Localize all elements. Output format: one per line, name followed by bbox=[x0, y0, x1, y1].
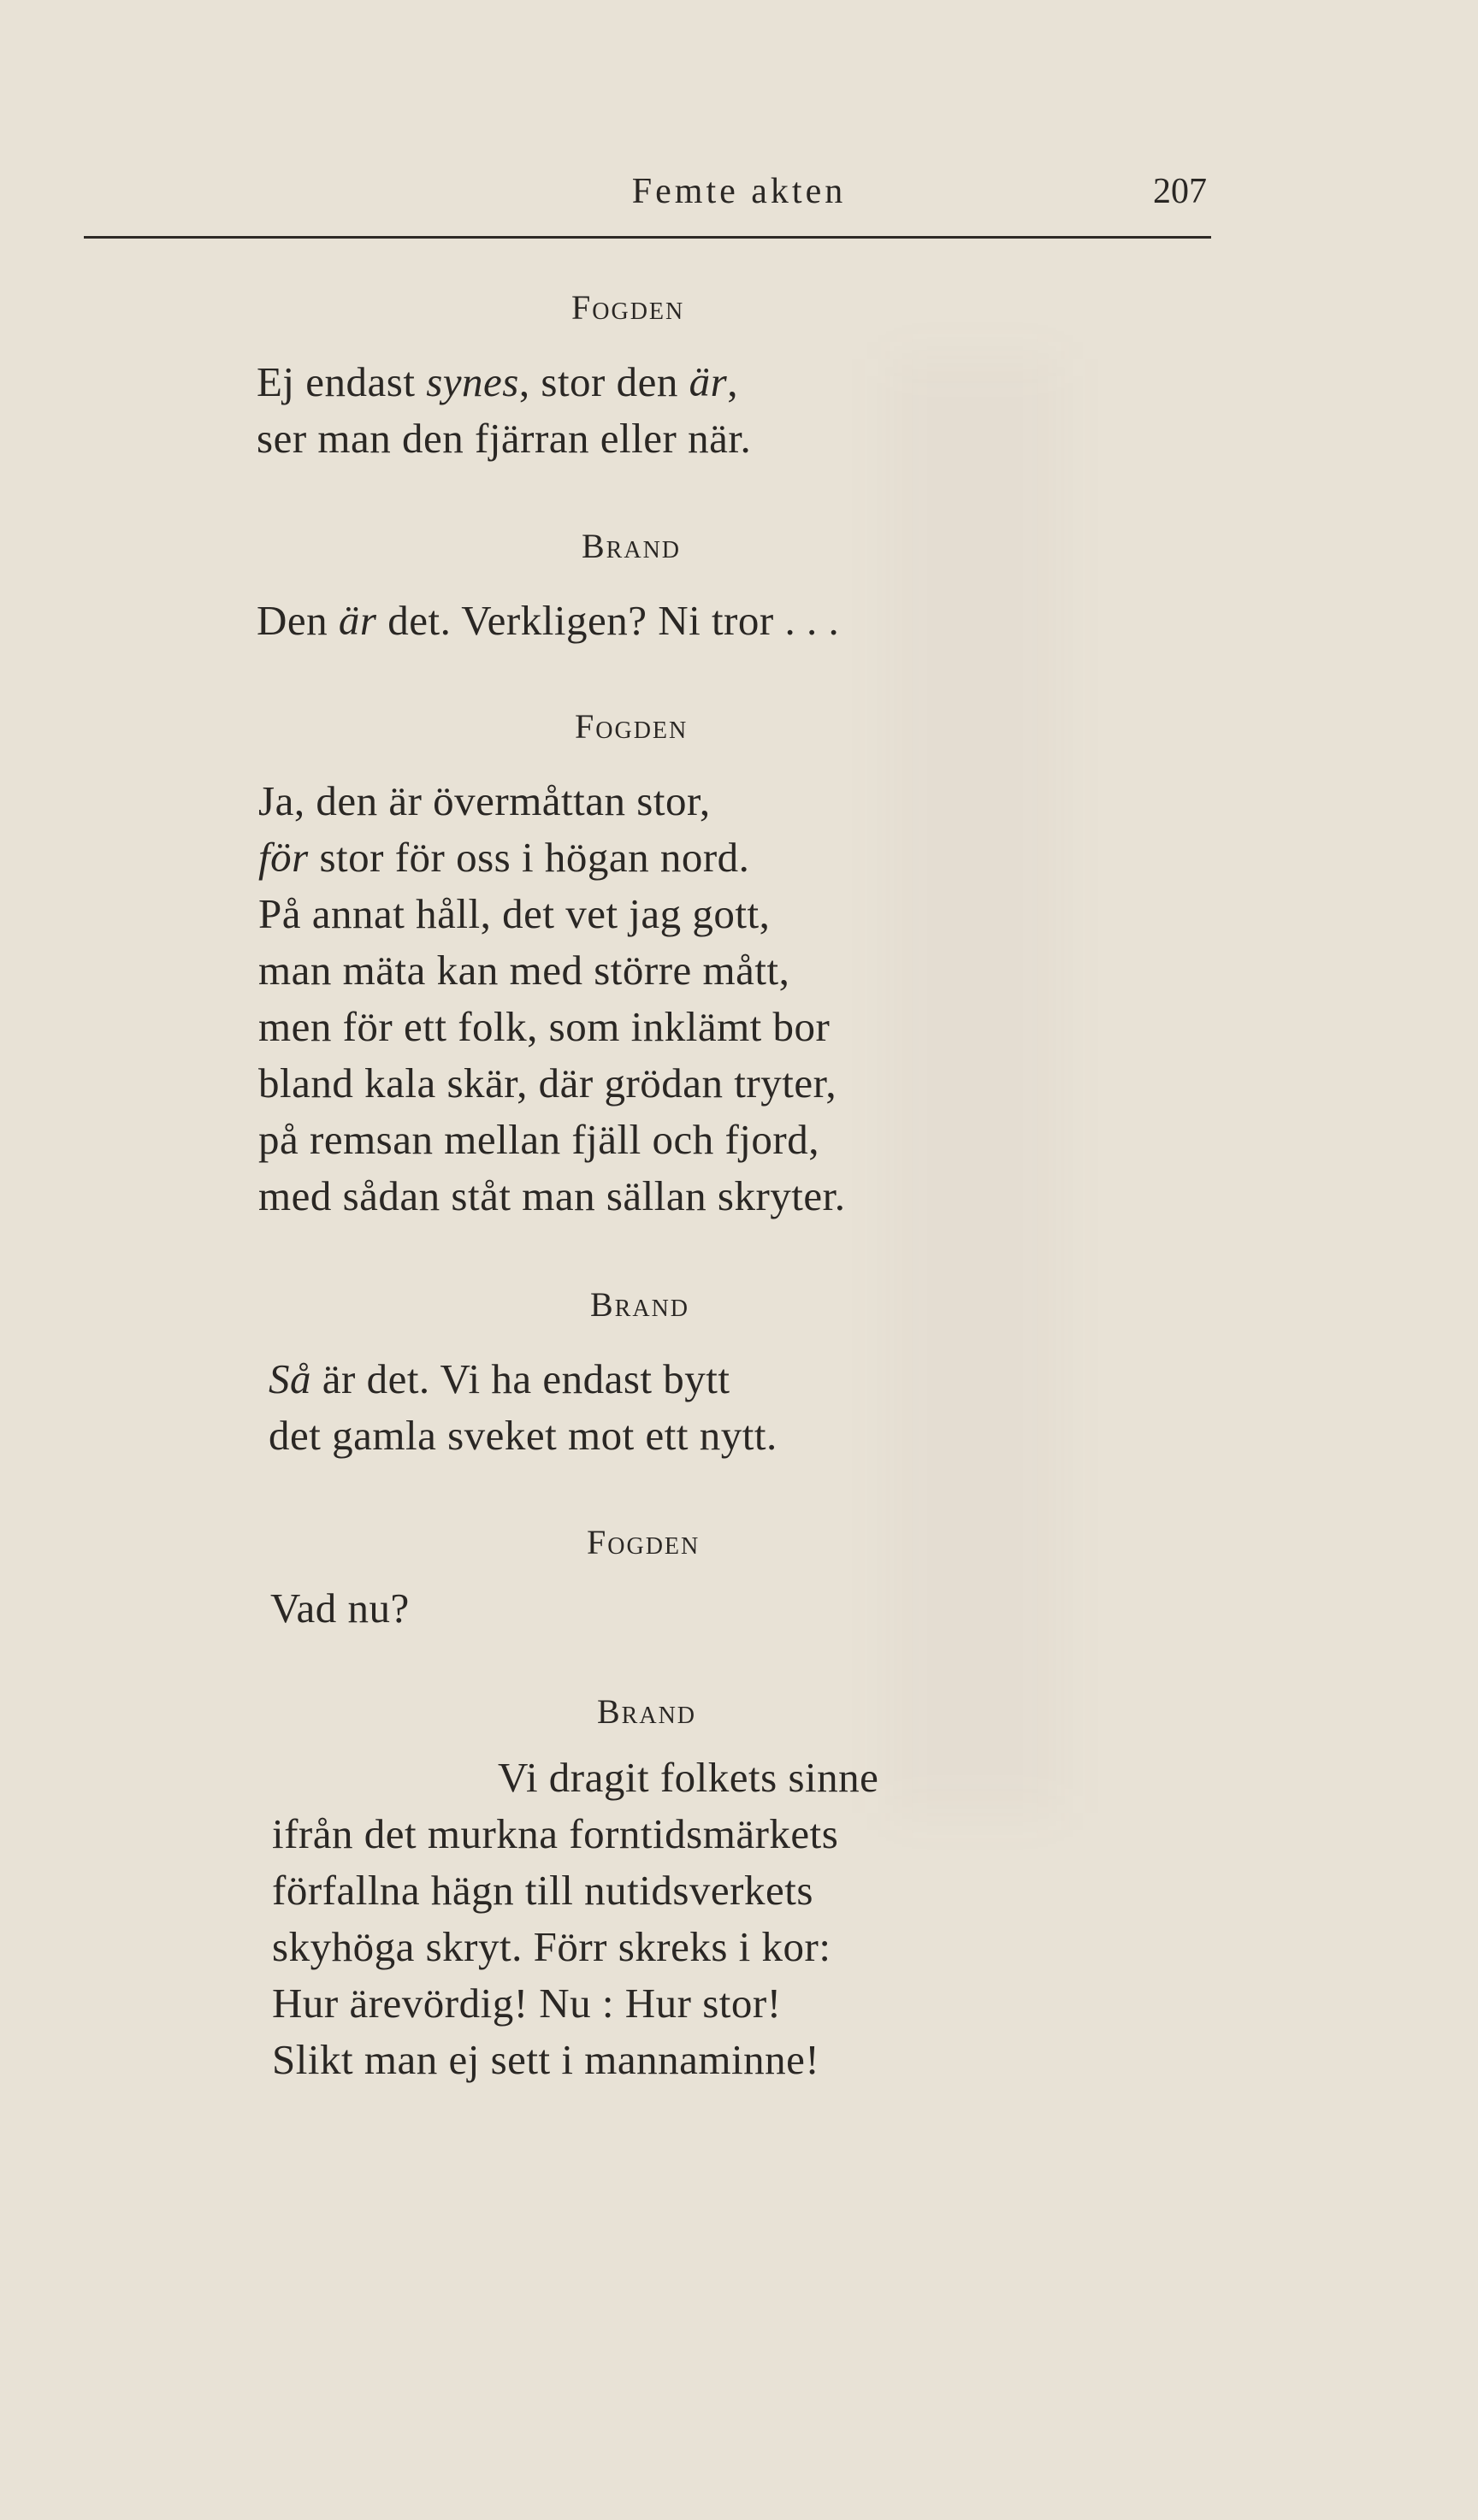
speaker-name: Brand bbox=[597, 1692, 697, 1731]
show-through-shadow bbox=[890, 359, 1061, 1813]
verse-line: med sådan ståt man sällan skryter. bbox=[258, 1172, 846, 1219]
verse-line: det gamla sveket mot ett nytt. bbox=[269, 1412, 777, 1459]
verse-line: Vi dragit folkets sinne bbox=[498, 1754, 879, 1801]
verse-line: ser man den fjärran eller när. bbox=[257, 415, 752, 462]
page-number: 207 bbox=[1153, 172, 1207, 211]
running-title: Femte akten bbox=[631, 172, 847, 211]
verse-line: Vad nu? bbox=[270, 1585, 410, 1632]
verse-line: bland kala skär, där grödan tryter, bbox=[258, 1059, 837, 1107]
speaker-name: Fogden bbox=[587, 1523, 701, 1561]
emphasized-word: synes bbox=[426, 358, 519, 405]
emphasized-word: för bbox=[258, 834, 309, 881]
verse-line: för stor för oss i högan nord. bbox=[258, 834, 750, 881]
verse-line: På annat håll, det vet jag gott, bbox=[258, 890, 771, 937]
verse-line: Den är det. Verkligen? Ni tror . . . bbox=[257, 597, 840, 644]
speaker-name: Fogden bbox=[571, 288, 685, 327]
verse-line: men för ett folk, som inklämt bor bbox=[258, 1003, 831, 1050]
verse-line: Slikt man ej sett i mannaminne! bbox=[272, 2036, 820, 2083]
verse-line: Så är det. Vi ha endast bytt bbox=[269, 1355, 730, 1402]
header-rule bbox=[84, 236, 1211, 239]
verse-line: Ej endast synes, stor den är, bbox=[257, 358, 738, 405]
emphasized-word: är bbox=[338, 597, 377, 644]
speaker-name: Brand bbox=[590, 1285, 690, 1324]
emphasized-word: Så bbox=[269, 1355, 311, 1402]
verse-line: Hur ärevördig! Nu : Hur stor! bbox=[272, 1980, 782, 2027]
verse-line: skyhöga skryt. Förr skreks i kor: bbox=[272, 1923, 831, 1970]
verse-line: Ja, den är övermåttan stor, bbox=[258, 777, 711, 824]
verse-line: på remsan mellan fjäll och fjord, bbox=[258, 1116, 819, 1163]
verse-line: ifrån det murkna forntidsmärkets bbox=[272, 1810, 839, 1857]
verse-line: förfallna hägn till nutidsverkets bbox=[272, 1867, 813, 1914]
speaker-name: Fogden bbox=[575, 707, 689, 746]
verse-line: man mäta kan med större mått, bbox=[258, 947, 790, 994]
emphasized-word: är bbox=[689, 358, 728, 405]
speaker-name: Brand bbox=[582, 527, 682, 565]
